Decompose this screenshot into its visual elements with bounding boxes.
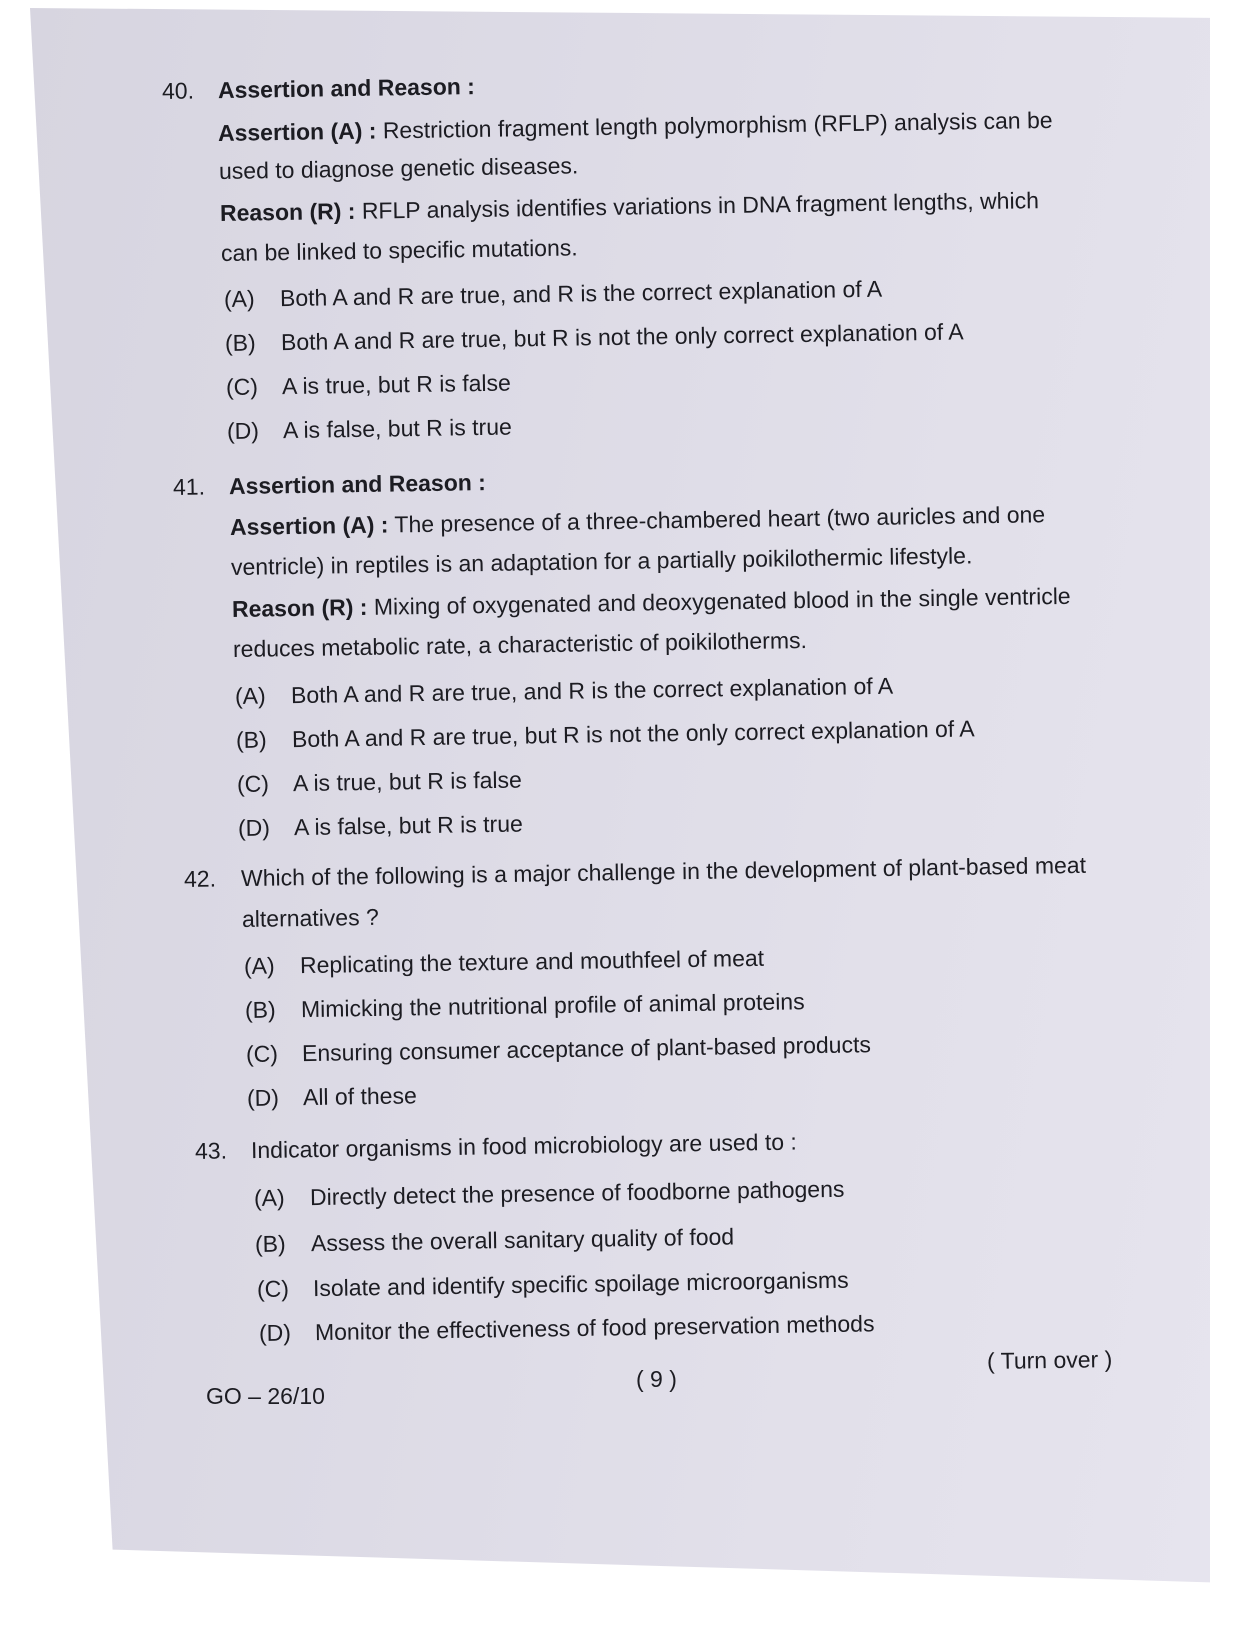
reason-text: Mixing of oxygenated and deoxygenated blood in the single ventricle bbox=[373, 582, 1071, 620]
assertion-label: Assertion (A) : bbox=[217, 117, 377, 146]
question-stem-text: Indicator organisms in food microbiology are used to : bbox=[250, 1128, 798, 1164]
option-label: (A) bbox=[253, 1184, 285, 1211]
option-label: (B) bbox=[235, 726, 267, 753]
option-label: (C) bbox=[256, 1275, 290, 1302]
option-label: (B) bbox=[224, 329, 256, 356]
option-label: (C) bbox=[245, 1040, 279, 1067]
option-text: Monitor the effectiveness of food preservation methods bbox=[314, 1310, 875, 1346]
assertion-text-cont: used to diagnose genetic diseases. bbox=[218, 152, 579, 184]
option-text: Both A and R are true, and R is the correct explanation of A bbox=[279, 275, 883, 312]
assertion-text: The presence of a three-chambered heart (two auricles and one bbox=[394, 501, 1046, 538]
option-label: (A) bbox=[223, 285, 255, 312]
option-d bbox=[238, 811, 523, 842]
option-label: (D) bbox=[237, 814, 271, 841]
option-label: (C) bbox=[236, 770, 270, 797]
assertion-text-cont: ventricle) in reptiles is an adaptation for a partially poikilothermic lifestyle. bbox=[230, 542, 973, 580]
question-number: 43. bbox=[194, 1137, 228, 1164]
question-stem-cont: alternatives ? bbox=[241, 903, 379, 932]
option-text: Directly detect the presence of foodborne pathogens bbox=[309, 1175, 845, 1211]
question-heading bbox=[173, 471, 486, 499]
option-text: A is false, but R is true bbox=[293, 810, 523, 841]
option-text: Ensuring consumer acceptance of plant-based products bbox=[301, 1031, 872, 1067]
reason-text: RFLP analysis identifies variations in DNA fragment lengths, which bbox=[361, 187, 1040, 224]
option-c bbox=[226, 370, 511, 401]
option-label: (D) bbox=[258, 1319, 292, 1346]
option-text: Mimicking the nutritional profile of animal proteins bbox=[300, 988, 805, 1023]
question-heading bbox=[162, 75, 475, 103]
option-text: Isolate and identify specific spoilage microorganisms bbox=[312, 1266, 849, 1302]
option-text: A is true, but R is false bbox=[281, 369, 511, 400]
option-label: (B) bbox=[254, 1230, 286, 1257]
reason-text-cont: can be linked to specific mutations. bbox=[220, 234, 578, 266]
option-d bbox=[247, 1082, 417, 1112]
page-number: ( 9 ) bbox=[636, 1366, 677, 1392]
option-text: Both A and R are true, and R is the correct explanation of A bbox=[290, 672, 894, 709]
option-text: A is false, but R is true bbox=[282, 413, 512, 444]
option-label: (B) bbox=[244, 996, 276, 1023]
option-text: Assess the overall sanitary quality of food bbox=[310, 1223, 735, 1257]
reason-label: Reason (R) : bbox=[219, 197, 356, 226]
option-text: Both A and R are true, but R is not the only correct explanation of A bbox=[280, 318, 964, 356]
option-label: (D) bbox=[246, 1084, 280, 1111]
question-number: 42. bbox=[183, 865, 217, 892]
question-title: Assertion and Reason : bbox=[217, 73, 476, 104]
option-text: All of these bbox=[302, 1082, 417, 1111]
reason-text-cont: reduces metabolic rate, a characteristic of poikilotherms. bbox=[232, 626, 808, 662]
option-text: A is true, but R is false bbox=[292, 766, 522, 797]
question-stem-text: Which of the following is a major challenge in the development of plant-based meat bbox=[240, 851, 1087, 892]
option-text: Replicating the texture and mouthfeel of meat bbox=[299, 944, 765, 979]
option-label: (A) bbox=[243, 952, 275, 979]
assertion-text: Restriction fragment length polymorphism (RFLP) analysis can be bbox=[382, 106, 1053, 144]
question-number: 41. bbox=[172, 473, 206, 500]
reason-label: Reason (R) : bbox=[231, 593, 368, 622]
turn-over-note: ( Turn over ) bbox=[986, 1346, 1113, 1374]
option-label: (C) bbox=[225, 373, 259, 400]
option-d bbox=[227, 414, 512, 445]
option-text: Both A and R are true, but R is not the only correct explanation of A bbox=[291, 715, 975, 753]
option-c bbox=[237, 767, 522, 798]
exam-code: GO – 26/10 bbox=[206, 1383, 325, 1409]
assertion-label: Assertion (A) : bbox=[229, 511, 389, 540]
question-title: Assertion and Reason : bbox=[228, 469, 487, 500]
option-label: (D) bbox=[226, 417, 260, 444]
option-label: (A) bbox=[234, 682, 266, 709]
question-number: 40. bbox=[161, 77, 195, 104]
